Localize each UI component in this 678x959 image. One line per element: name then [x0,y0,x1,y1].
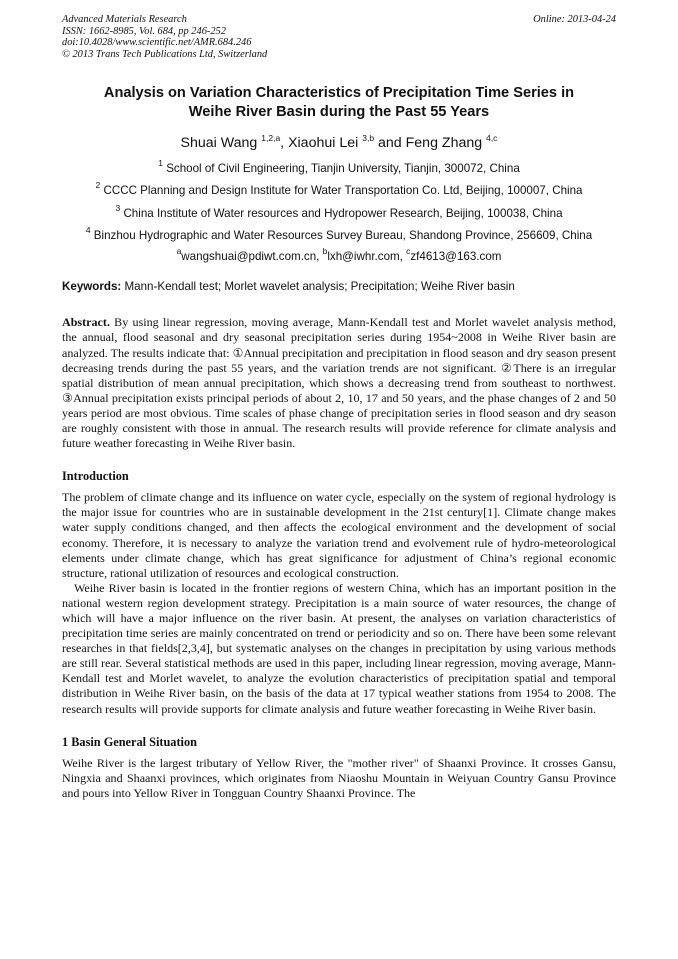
author-name: Shuai Wang [180,135,258,152]
email-superscript: b [322,246,328,257]
journal-copyright: © 2013 Trans Tech Publications Ltd, Switzerland [62,48,268,60]
author-superscript: 4,c [486,133,498,144]
author-emails [62,246,616,264]
abstract [62,315,616,451]
introduction-heading: Introduction [62,469,129,484]
email-link[interactable]: lxh@iwhr.com, [327,250,407,264]
email-superscript: c [406,246,411,257]
author-superscript: 1,2,a [261,133,281,144]
author-name: Feng Zhang [405,135,483,152]
email-link[interactable]: zf4613@163.com [410,250,502,264]
author-separator: and [374,135,406,152]
affiliation-number: 3 [115,202,121,213]
affiliation-1 [62,157,616,175]
paper-title [62,84,616,122]
paper-title-line-1: Analysis on Variation Characteristics of Precipitation Time Series in [103,85,575,102]
affiliation-text: China Institute of Water resources and Hydropower Research, Beijing, 100038, China [123,206,563,220]
author-list [62,134,616,152]
abstract-text: By using linear regression, moving average, Mann-Kendall test and Morlet wavelet analysis method, the annual, flood seasonal and dry seasonal precipitation series during 1954~2008 in Weihe River basin are analyzed. The results indicate that: ①Annual precipitation and precipitation in flood season and dry season present decreasing trends during the past 55 years, and the variation trends are not significant. ②There is an irregular spatial distribution of mean annual precipitation, which shows a decreasing trend from southeast to northwest. ③Annual precipitation exists principal periods of about 2, 10, 17 and 50 years, and the phase changes of 2 and 50 years period are most obvious. Time scales of phase change of precipitation series in flood season and dry season are roughly consistent with those in annual. The research results will provide reference for climate analysis and future weather forecasting in Weihe River basin. [62,315,616,451]
author-separator: , [280,135,289,152]
affiliation-text: School of Civil Engineering, Tianjin University, Tianjin, 300072, China [166,161,520,175]
online-date: Online: 2013-04-24 [533,14,616,25]
introduction-paragraph-2: Weihe River basin is located in the frontier regions of western China, which has an important position in the national western region development strategy. Precipitation is a main source of water resources, the change of which will have a major influence on the river basin. At present, the analyses on variation characteristics of precipitation time series are mainly concentrated on trend or periodicity and so on. There have been some relevant researches in that fields[2,3,4], but systematic analyses on the changes in precipitation by using various methods are still rear. Several statistical methods are used in this paper, including linear regression, moving average, Mann-Kendall test and Morlet wavelet, to analyze the evolution characteristics of precipitation spatial and temporal distribution in Weihe River basin, on the basis of the data at 17 typical weather stations from 1954 to 2008. The research results will provide supports for climate analysis and future weather forecasting in Weihe River basin. [62,580,616,716]
affiliation-2 [62,180,616,198]
journal-doi: doi:10.4028/www.scientific.net/AMR.684.246 [62,37,252,49]
author-name: Xiaohui Lei [288,135,359,152]
keywords-label: Keywords: [62,280,122,294]
journal-issn: ISSN: 1662-8985, Vol. 684, pp 246-252 [62,25,226,37]
affiliation-number: 2 [95,180,101,191]
journal-header [62,14,616,60]
keywords [62,280,616,294]
affiliation-text: CCCC Planning and Design Institute for Water Transportation Co. Ltd, Beijing, 100007, China [103,184,583,198]
paper-title-line-2: Weihe River Basin during the Past 55 Years [188,104,490,121]
affiliation-number: 1 [158,157,163,168]
introduction-paragraph-1: The problem of climate change and its influence on water cycle, especially on the system of regional hydrology is the major issue for countries who are in sustainable development in the 21st century[1]. Climate change makes water supply conditions changed, and then affects the ecological environment and the development of social economy. Therefore, it is necessary to analyze the variation trend and evolvement rule of hydro-meteorological elements under climate change, which has great significance for adjustment of China’s regional economic structure, rational utilization of resources and ecological construction. [62,490,616,580]
affiliation-4 [62,225,616,243]
section-1-paragraph-1: Weihe River is the largest tributary of Yellow River, the "mother river" of Shaanxi Province. It crosses Gansu, Ningxia and Shaanxi provinces, which originates from Niaoshu Mountain in Weiyuan Country Gansu Province and pours into Yellow River in Tongguan Country Shaanxi Province. The [62,755,616,800]
author-superscript: 3,b [362,133,375,144]
journal-name: Advanced Materials Research [62,14,187,25]
abstract-label: Abstract. [62,315,110,330]
keywords-text: Mann-Kendall test; Morlet wavelet analysis; Precipitation; Weihe River basin [121,280,515,294]
section-1-heading: 1 Basin General Situation [62,734,197,749]
affiliation-number: 4 [85,225,91,236]
affiliation-text: Binzhou Hydrographic and Water Resources Survey Bureau, Shandong Province, 256609, China [93,229,593,243]
email-superscript: a [176,246,182,257]
affiliation-3 [62,202,616,220]
email-link[interactable]: wangshuai@pdiwt.com.cn, [181,250,323,264]
